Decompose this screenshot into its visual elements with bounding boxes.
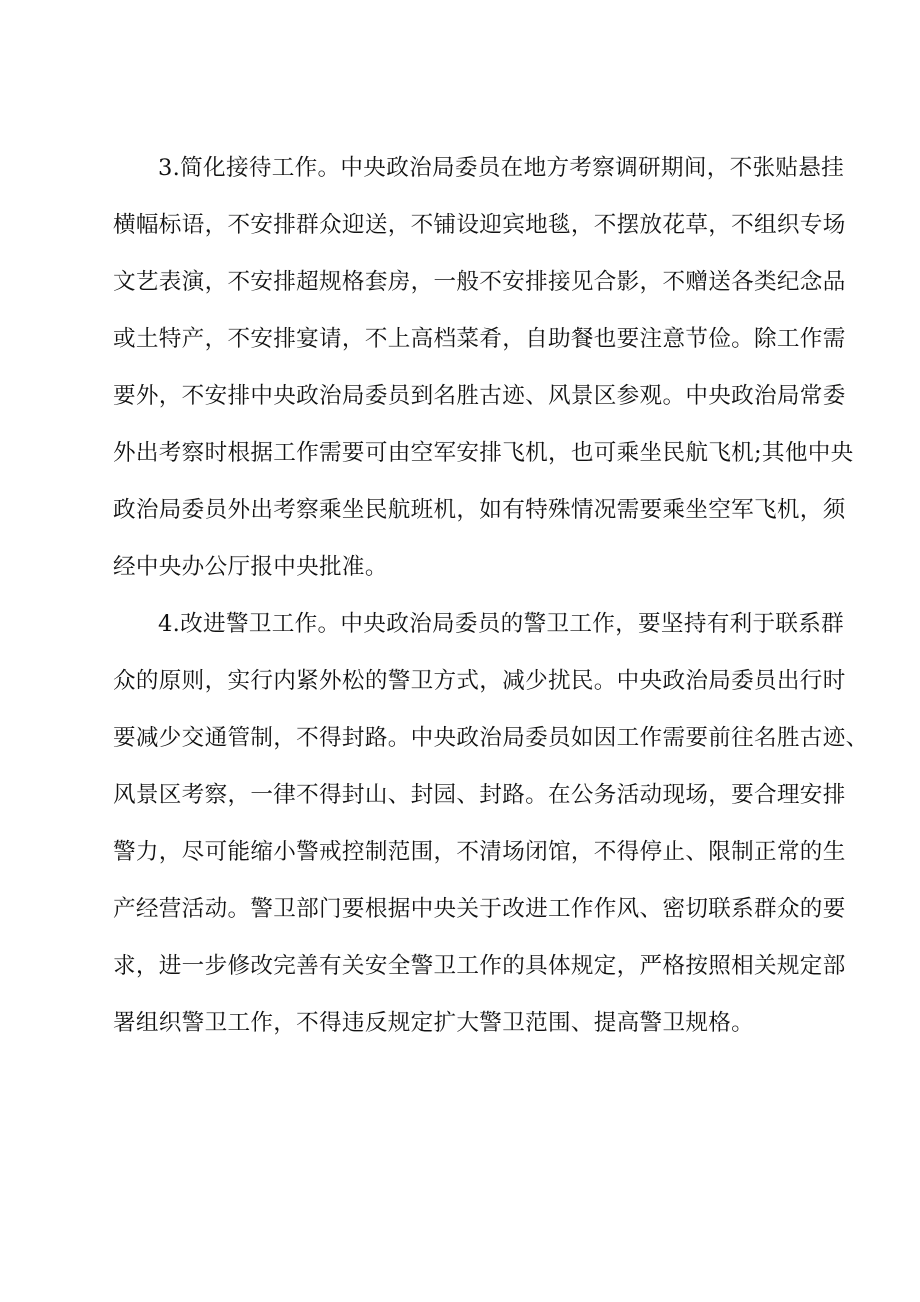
- paragraph-line: 政治局委员外出考察乘坐民航班机，如有特殊情况需要乘坐空军飞机，须: [113, 497, 846, 523]
- paragraph-line: 产经营活动。警卫部门要根据中央关于改进工作作风、密切联系群众的要: [113, 896, 846, 922]
- paragraph-line: 外出考察时根据工作需要可由空军安排飞机，也可乘坐民航飞机;其他中央: [113, 440, 854, 466]
- document-body: [113, 140, 869, 1052]
- paragraph-line: 要外，不安排中央政治局委员到名胜古迹、风景区参观。中央政治局常委: [113, 383, 846, 409]
- paragraph-3-reception: [113, 140, 854, 596]
- paragraph-line: 署组织警卫工作，不得违反规定扩大警卫范围、提高警卫规格。: [113, 1010, 755, 1036]
- paragraph-line: 经中央办公厅报中央批准。: [113, 554, 388, 580]
- paragraph-line: 风景区考察，一律不得封山、封园、封路。在公务活动现场，要合理安排: [113, 782, 846, 808]
- paragraph-line: 众的原则，实行内紧外松的警卫方式，减少扰民。中央政治局委员出行时: [113, 668, 846, 694]
- paragraph-line: 求，进一步修改完善有关安全警卫工作的具体规定，严格按照相关规定部: [113, 953, 846, 979]
- paragraph-line: 3.简化接待工作。中央政治局委员在地方考察调研期间，不张贴悬挂: [158, 155, 845, 181]
- paragraph-line: 4.改进警卫工作。中央政治局委员的警卫工作，要坚持有利于联系群: [158, 611, 845, 637]
- paragraph-line: 文艺表演，不安排超规格套房，一般不安排接见合影，不赠送各类纪念品: [113, 269, 846, 295]
- paragraph-line: 警力，尽可能缩小警戒控制范围，不清场闭馆，不得停止、限制正常的生: [113, 839, 846, 865]
- paragraph-line: 横幅标语，不安排群众迎送，不铺设迎宾地毯，不摆放花草，不组织专场: [113, 212, 846, 238]
- paragraph-line: 要减少交通管制，不得封路。中央政治局委员如因工作需要前往名胜古迹、: [113, 725, 869, 751]
- paragraph-4-security: [113, 596, 869, 1052]
- paragraph-line: 或土特产，不安排宴请，不上高档菜肴，自助餐也要注意节俭。除工作需: [113, 326, 846, 352]
